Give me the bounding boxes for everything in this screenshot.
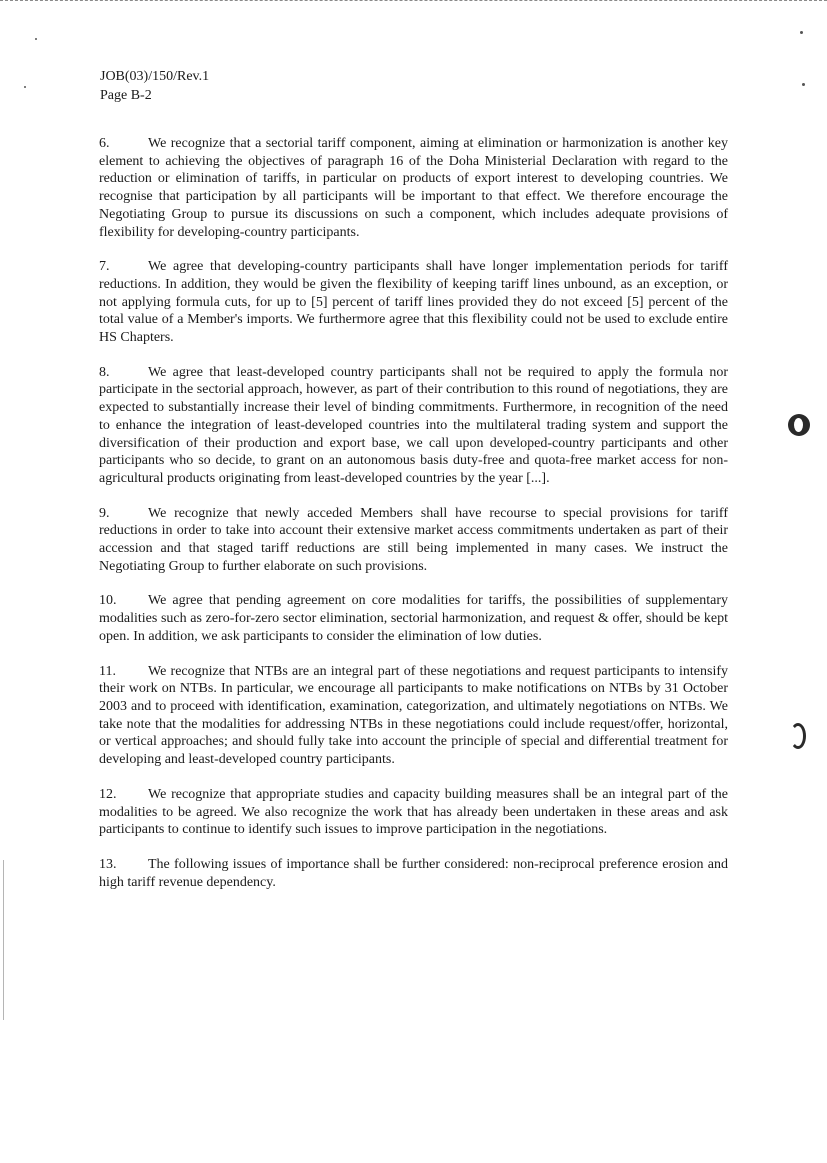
paragraph-13 [99, 856, 728, 891]
paragraph-number: 7. [99, 259, 110, 275]
paragraph-text: We agree that pending agreement on core modalities for tariffs, the possibilities of supplementary modalities such as zero-for-zero sector elimination, sectorial harmonization, and request & offer, should be kept open. In addition, we ask participants to consider the elimination of low duties. [99, 593, 728, 644]
paragraph-10 [99, 592, 728, 645]
paragraph-text: The following issues of importance shall be further considered: non-reciprocal preference erosion and high tariff revenue dependency. [99, 856, 728, 890]
paragraph-number: 13. [99, 856, 117, 872]
paragraph-11 [99, 663, 728, 769]
paragraph-9 [99, 505, 728, 576]
page-number: Page B-2 [100, 88, 152, 103]
paragraph-12 [99, 786, 728, 839]
paragraph-text: We recognize that a sectorial tariff component, aiming at elimination or harmonization is another key element to achieving the objectives of paragraph 16 of the Doha Ministerial Declaration with regard to the reduction or elimination of tariffs, in particular on products of export interest to developing countries. We recognise that participation by all participants will be important to that effect. We therefore encourage the Negotiating Group to pursue its discussions on such a component, which includes adequate provisions of flexibility for developing-country participants. [99, 136, 728, 240]
paragraph-text: We recognize that NTBs are an integral part of these negotiations and request participants to intensify their work on NTBs. In particular, we encourage all participants to make notifications on NTBs by 31 October 2003 and to proceed with identification, examination, categorization, and ultimately negotiations on NTBs. We take note that the modalities for addressing NTBs in these negotiations could include request/offer, horizontal, or vertical approaches; and should fully take into account the principle of special and differential treatment for developing and least-developed country participants. [99, 663, 728, 768]
paragraph-text: We agree that developing-country participants shall have longer implementation periods for tariff reductions. In addition, they would be given the flexibility of keeping tariff lines unbound, as an exception, or not applying formula cuts, for up to [5] percent of tariff lines provided they do not exceed [5] percent of the total value of a Member's imports. We furthermore agree that this flexibility could not be used to exclude entire HS Chapters. [99, 259, 728, 346]
scan-speck [802, 83, 805, 86]
paragraph-number: 10. [99, 593, 117, 609]
paragraph-number: 6. [99, 136, 110, 151]
paragraph-number: 9. [99, 505, 110, 521]
document-body [99, 135, 728, 908]
paragraph-6 [99, 135, 728, 241]
paragraph-number: 12. [99, 786, 117, 802]
scan-speck [35, 38, 37, 40]
document-reference: JOB(03)/150/Rev.1 [100, 69, 210, 84]
paragraph-number: 11. [99, 663, 116, 679]
paragraph-text: We recognize that newly acceded Members shall have recourse to special provisions for tariff reductions in order to take into account their extensive market access commitments undertaken as part of their accession and that staged tariff reductions are still being implemented in many cases. We instruct the Negotiating Group to further elaborate on such provisions. [99, 505, 728, 574]
scan-speck [24, 86, 26, 88]
paragraph-8 [99, 364, 728, 488]
paragraph-text: We agree that least-developed country participants shall not be required to apply the formula nor participate in the sectorial approach, however, as part of their contribution to this round of negotiations, they are expected to substantially increase their level of binding commitments. Furthermore, in recognition of the need to enhance the integration of least-developed countries into the multilateral trading system and support the diversification of their production and export base, we call upon developed-country participants and other participants who so decide, to grant on an autonomous basis duty-free and quota-free market access for non-agricultural products originating from least-developed countries by the year [...]. [99, 364, 728, 486]
paragraph-number: 8. [99, 364, 110, 380]
paragraph-text: We recognize that appropriate studies and capacity building measures shall be an integral part of the modalities to be agreed. We also recognize the work that has already been undertaken in these areas and ask participants to continue to identify such issues to improve participation in the negotiations. [99, 786, 728, 838]
paragraph-7 [99, 258, 728, 347]
binder-punch-hole [790, 723, 806, 749]
scan-speck [800, 31, 803, 34]
binder-punch-hole [788, 414, 810, 436]
scan-margin-line [3, 860, 4, 1020]
page-header [100, 67, 209, 105]
page-top-edge [0, 0, 827, 1]
